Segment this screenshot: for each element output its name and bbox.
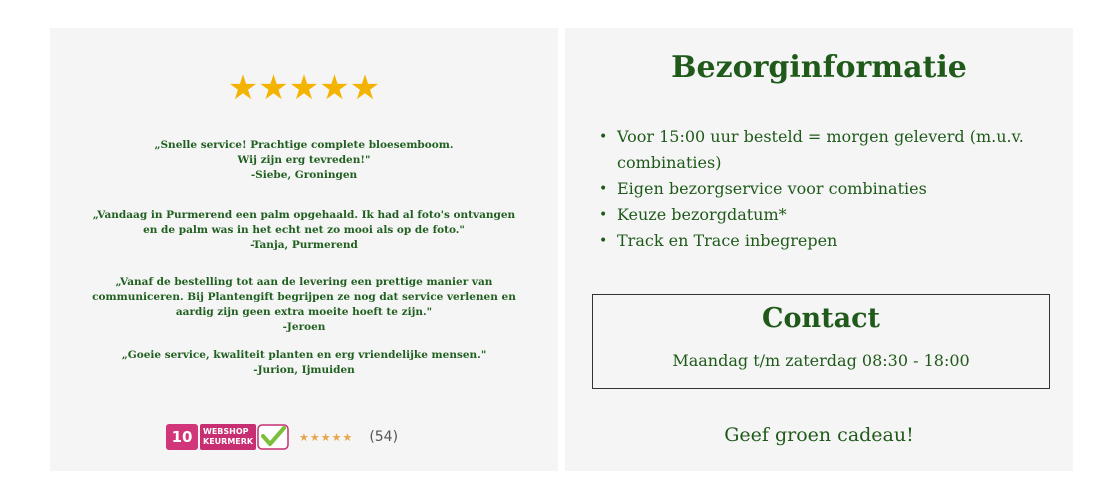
review-line: aardig zijn geen extra moeite hoeft te zijn." [175, 306, 433, 318]
review-author: -Tanja, Purmerend [250, 239, 358, 251]
review-line: Wij zijn erg tevreden!" [237, 154, 371, 166]
list-item: • Keuze bezorgdatum* [617, 202, 1047, 228]
keurmerk-logo [200, 424, 256, 450]
contact-box [592, 294, 1050, 389]
review-line: „Snelle service! Prachtige complete bloesemboom. [154, 139, 454, 151]
review-line: „Vandaag in Purmerend een palm opgehaald. Ik had al foto's ontvangen [92, 209, 516, 221]
review-item [70, 208, 538, 253]
badge-stars: ★★★★★ [299, 430, 354, 444]
delivery-panel [565, 28, 1073, 471]
review-item [70, 348, 538, 378]
review-item [70, 275, 538, 335]
reviews-panel [50, 28, 558, 471]
review-count: (54) [369, 429, 399, 445]
list-item: • Voor 15:00 uur besteld = morgen geleverd (m.u.v. combinaties) [617, 124, 1047, 176]
gift-link[interactable]: Geef groen cadeau! [724, 424, 914, 446]
check-icon [257, 424, 289, 450]
review-author: -Jurion, Ijmuiden [253, 364, 355, 376]
delivery-info-list [617, 124, 1047, 254]
webshop-keurmerk-badge[interactable] [166, 423, 398, 451]
contact-title: Contact [761, 303, 880, 334]
list-item: • Track en Trace inbegrepen [617, 228, 1047, 254]
review-line: „Goeie service, kwaliteit planten en erg vriendelijke mensen." [121, 349, 487, 361]
review-line: „Vanaf de bestelling tot aan de levering een prettige manier van [115, 276, 493, 288]
review-author: -Jeroen [282, 321, 326, 333]
list-item: • Eigen bezorgservice voor combinaties [617, 176, 1047, 202]
review-line: en de palm was in het echt net zo mooi als op de foto." [143, 224, 465, 236]
rating-stars: ★★★★★ [227, 68, 381, 108]
delivery-title: Bezorginformatie [671, 50, 967, 85]
badge-score: 10 [166, 424, 198, 450]
review-item [70, 138, 538, 183]
keurmerk-logo-line: KEURMERK [203, 437, 254, 446]
keurmerk-logo-line: WEBSHOP [203, 427, 249, 436]
review-author: -Siebe, Groningen [250, 169, 358, 181]
contact-hours: Maandag t/m zaterdag 08:30 - 18:00 [672, 351, 970, 370]
review-line: communiceren. Bij Plantengift begrijpen ze nog dat service verlenen en [92, 291, 516, 303]
